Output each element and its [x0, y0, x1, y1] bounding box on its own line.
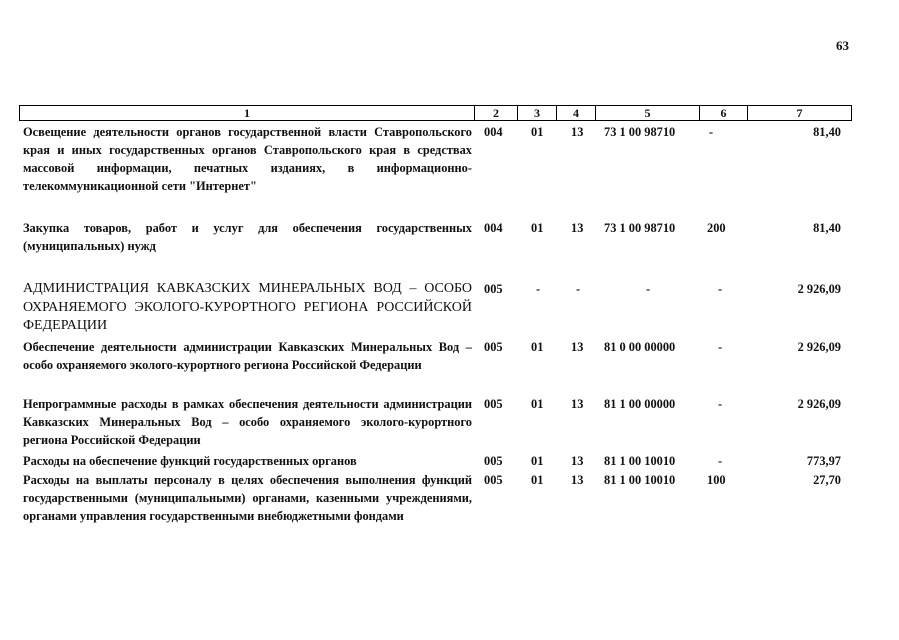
cell-section: 01	[531, 125, 544, 139]
cell-target-article: 81 1 00 10010	[604, 454, 676, 468]
cell-amount: 81,40	[813, 221, 841, 235]
header-col-2: 2	[474, 106, 517, 120]
cell-ministry-code: 005	[484, 473, 503, 487]
cell-amount: 2 926,09	[797, 397, 841, 411]
cell-target-article: 73 1 00 98710	[604, 125, 676, 139]
cell-amount: 2 926,09	[797, 340, 841, 354]
row-description: Обеспечение деятельности администрации Кавказских Минеральных Вод – особо охраняемого эколого-курортного региона Российской Федерации	[23, 340, 472, 372]
cell-amount: 2 926,09	[797, 282, 841, 296]
cell-expense-type: -	[718, 454, 723, 468]
header-col-5: 5	[595, 106, 699, 120]
cell-section: 01	[531, 397, 544, 411]
cell-target-article: 81 1 00 10010	[604, 473, 676, 487]
header-col-3: 3	[517, 106, 556, 120]
cell-expense-type: -	[718, 282, 723, 296]
cell-subsection: 13	[571, 125, 584, 139]
header-col-4: 4	[556, 106, 595, 120]
cell-section: 01	[531, 454, 544, 468]
row-description: АДМИНИСТРАЦИЯ КАВКАЗСКИХ МИНЕРАЛЬНЫХ ВОД – ОСОБО ОХРАНЯЕМОГО ЭКОЛОГО-КУРОРТНОГО РЕГИОНА РОССИЙСКОЙ ФЕДЕРАЦИИ	[23, 281, 472, 333]
cell-subsection: 13	[571, 221, 584, 235]
cell-expense-type: 100	[707, 473, 726, 487]
cell-amount: 81,40	[813, 125, 841, 139]
cell-target-article: -	[646, 282, 651, 296]
cell-section: 01	[531, 473, 544, 487]
header-col-7: 7	[747, 106, 851, 120]
cell-subsection: 13	[571, 340, 584, 354]
cell-subsection: 13	[571, 397, 584, 411]
cell-ministry-code: 004	[484, 221, 503, 235]
cell-section: -	[536, 282, 541, 296]
cell-ministry-code: 005	[484, 282, 503, 296]
cell-subsection: -	[576, 282, 581, 296]
row-description: Закупка товаров, работ и услуг для обеспечения государственных (муниципальных) нужд	[23, 221, 472, 253]
cell-expense-type: -	[709, 125, 714, 139]
cell-target-article: 81 0 00 00000	[604, 340, 676, 354]
cell-amount: 773,97	[806, 454, 841, 468]
header-col-6: 6	[699, 106, 747, 120]
table-header	[19, 105, 852, 121]
row-description: Освещение деятельности органов государственной власти Ставропольского края и иных государственных органов Ставропольского края в средствах массовой информации, печатных изданиях, в информационно-телекоммуникационной сети "Интернет"	[23, 125, 472, 193]
cell-subsection: 13	[571, 454, 584, 468]
cell-target-article: 73 1 00 98710	[604, 221, 676, 235]
cell-section: 01	[531, 340, 544, 354]
cell-expense-type: -	[718, 397, 723, 411]
page-number: 63	[836, 38, 849, 53]
cell-subsection: 13	[571, 473, 584, 487]
row-description: Непрограммные расходы в рамках обеспечения деятельности администрации Кавказских Минеральных Вод – особо охраняемого эколого-курортного региона Российской Федерации	[23, 397, 472, 447]
cell-section: 01	[531, 221, 544, 235]
row-description: Расходы на выплаты персоналу в целях обеспечения выполнения функций государственными (муниципальными) органами, казенными учреждениями, органами управления государственными внебюджетными фондами	[23, 473, 472, 523]
cell-ministry-code: 005	[484, 454, 503, 468]
row-description: Расходы на обеспечение функций государственных органов	[23, 454, 357, 468]
cell-ministry-code: 004	[484, 125, 503, 139]
cell-expense-type: -	[718, 340, 723, 354]
cell-ministry-code: 005	[484, 397, 503, 411]
cell-expense-type: 200	[707, 221, 726, 235]
cell-ministry-code: 005	[484, 340, 503, 354]
cell-target-article: 81 1 00 00000	[604, 397, 676, 411]
cell-amount: 27,70	[813, 473, 841, 487]
header-col-1: 1	[244, 106, 250, 120]
